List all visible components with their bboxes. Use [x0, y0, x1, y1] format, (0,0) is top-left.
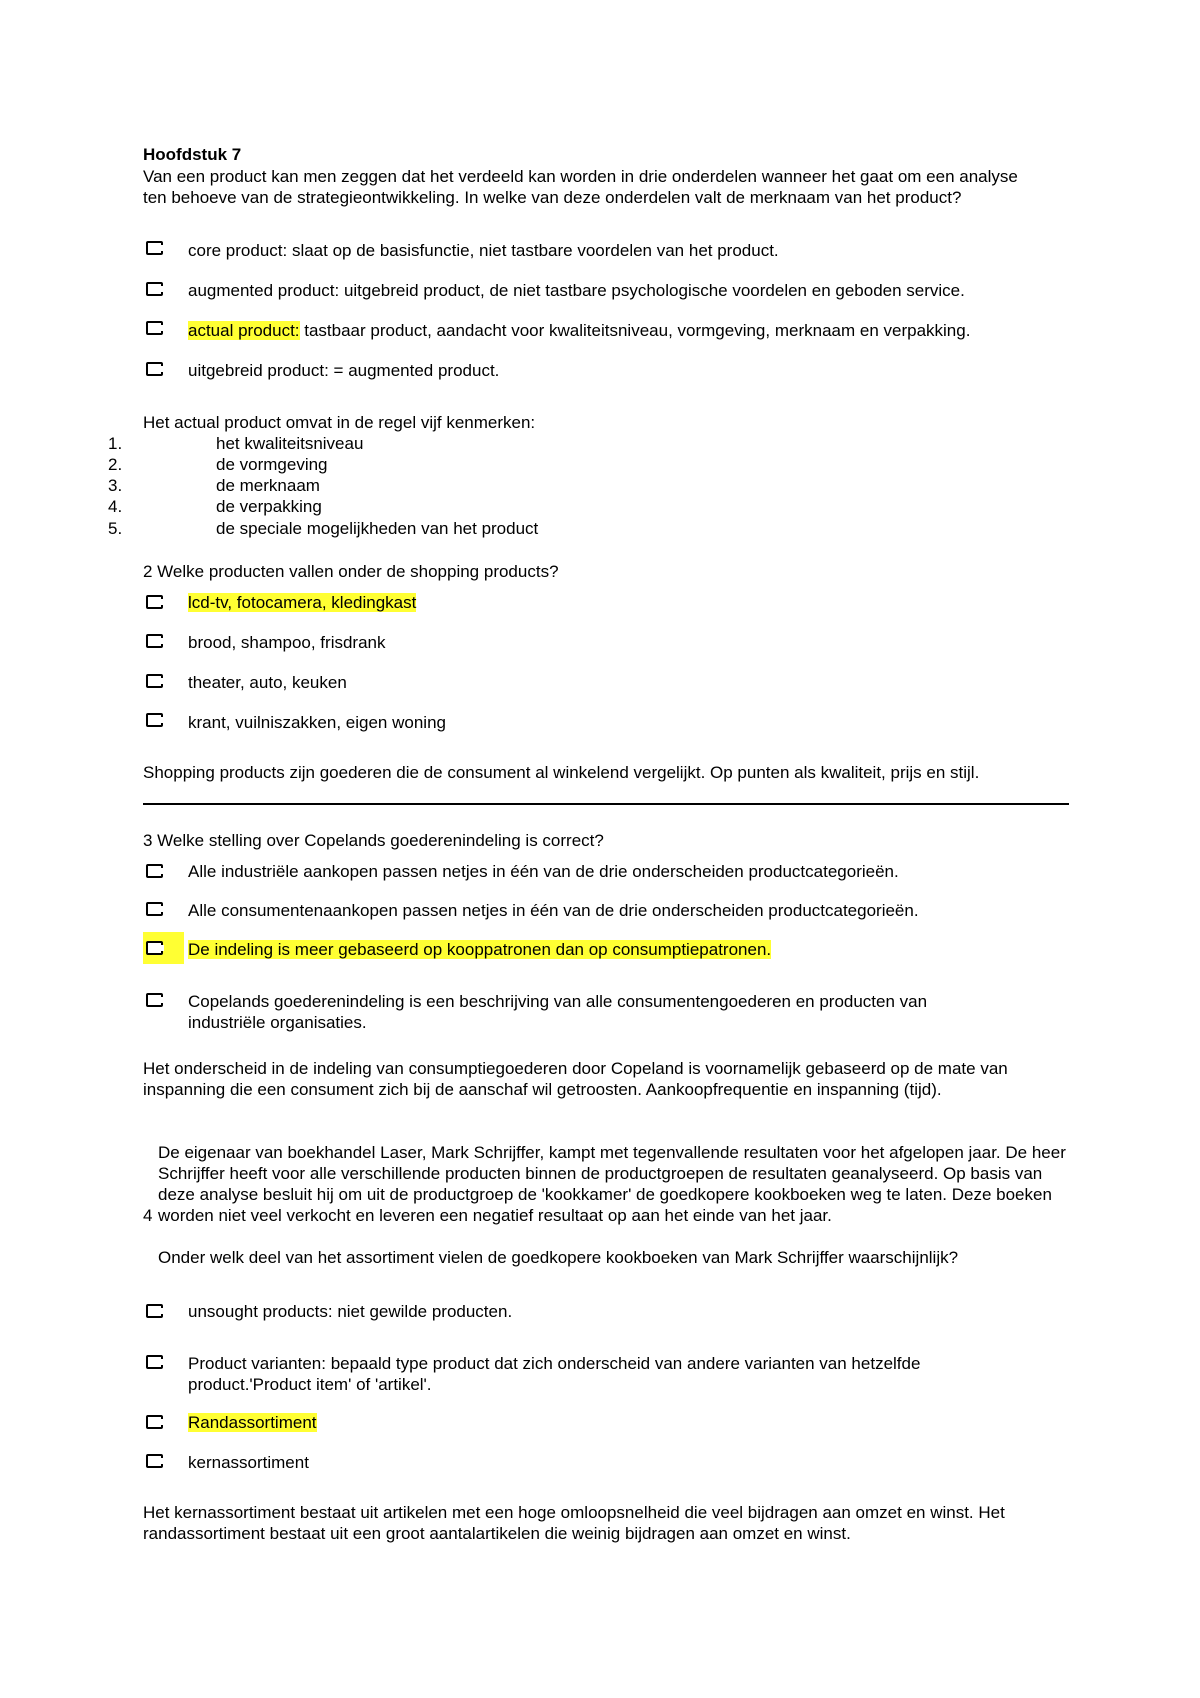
- q1-option-4: uitgebreid product: = augmented product.: [188, 361, 500, 380]
- checkbox-icon[interactable]: [146, 321, 163, 335]
- highlighted-answer: lcd-tv, fotocamera, kledingkast: [188, 593, 417, 612]
- checkbox-icon[interactable]: [146, 634, 163, 648]
- q2-option-2: brood, shampoo, frisdrank: [188, 633, 386, 652]
- q3-option-1: Alle industriële aankopen passen netjes in één van de drie onderscheiden productcategorieën.: [188, 862, 899, 881]
- q2-option-3: theater, auto, keuken: [188, 673, 347, 692]
- q1-question: Van een product kan men zeggen dat het verdeeld kan worden in drie onderdelen wanneer het gaat om een analyse ten behoeve van de strategieontwikkeling. In welke van deze onderdelen valt de merknaam van het product?: [143, 167, 1018, 207]
- checkbox-icon[interactable]: [146, 1304, 163, 1318]
- checkbox-icon[interactable]: [146, 595, 163, 609]
- q2-question: 2 Welke producten vallen onder de shopping products?: [143, 562, 559, 581]
- q4-option-3: [188, 1412, 317, 1433]
- q3-option-2: Alle consumentenaankopen passen netjes in één van de drie onderscheiden productcategorieën.: [188, 901, 919, 920]
- q3-explanation: Het onderscheid in de indeling van consumptiegoederen door Copeland is voornamelijk gebaseerd op de mate van inspanning die een consument zich bij de aanschaf wil getroosten. Aankoopfrequentie en inspanning (tijd).: [143, 1059, 1008, 1099]
- chapter-title: Hoofdstuk 7: [143, 145, 242, 164]
- checkbox-icon[interactable]: [146, 941, 163, 955]
- checkbox-icon[interactable]: [146, 902, 163, 916]
- q2-option-4: krant, vuilniszakken, eigen woning: [188, 713, 446, 732]
- section-divider: [143, 803, 1069, 805]
- checkbox-icon[interactable]: [146, 993, 163, 1007]
- q4-number: 4: [143, 1206, 153, 1225]
- q4-option-2: Product varianten: bepaald type product dat zich onderscheid van andere varianten van hetzelfde product.'Product item' of 'artikel'.: [188, 1354, 921, 1394]
- checkbox-icon[interactable]: [146, 362, 163, 376]
- highlighted-answer: Randassortiment: [188, 1413, 317, 1432]
- list-number: 1.: [108, 434, 123, 453]
- q2-option-1: [188, 592, 416, 613]
- list-item: de merknaam: [216, 476, 320, 495]
- q3-option-3: [188, 939, 771, 960]
- checkbox-icon[interactable]: [146, 864, 163, 878]
- list-item: het kwaliteitsniveau: [216, 434, 364, 453]
- list-number: 4.: [108, 497, 123, 516]
- q4-explanation: Het kernassortiment bestaat uit artikelen met een hoge omloopsnelheid die veel bijdragen aan omzet en winst. Het randassortiment bestaat uit een groot aantalartikelen die weinig bijdragen aan omzet en winst.: [143, 1503, 1005, 1543]
- list-number: 5.: [108, 519, 123, 538]
- q3-question: 3 Welke stelling over Copelands goederenindeling is correct?: [143, 831, 604, 850]
- list-item: de vormgeving: [216, 455, 328, 474]
- highlighted-answer: actual product:: [188, 321, 300, 340]
- list-item: de verpakking: [216, 497, 322, 516]
- q4-option-4: kernassortiment: [188, 1453, 309, 1472]
- q1-explanation: Het actual product omvat in de regel vijf kenmerken:: [143, 413, 536, 432]
- q1-option-3: [188, 320, 970, 341]
- q1-option-3-text: tastbaar product, aandacht voor kwaliteitsniveau, vormgeving, merknaam en verpakking.: [304, 321, 971, 340]
- checkbox-icon[interactable]: [146, 674, 163, 688]
- list-number: 3.: [108, 476, 123, 495]
- q4-question: De eigenaar van boekhandel Laser, Mark Schrijffer, kampt met tegenvallende resultaten voor het afgelopen jaar. De heer Schrijffer heeft voor alle verschillende producten binnen de productgroepen de resultaten geanalyseerd. Op basis van deze analyse besluit hij om uit de productgroep de 'kookkamer' de goedkopere kookboeken weg te laten. Deze boeken worden niet veel verkocht en leveren een negatief resultaat op aan het einde van het jaar.: [158, 1143, 1066, 1225]
- checkbox-icon[interactable]: [146, 282, 163, 296]
- q4-option-1: unsought products: niet gewilde producten.: [188, 1302, 513, 1321]
- q3-option-4: Copelands goederenindeling is een beschrijving van alle consumentengoederen en producten van industriële organisaties.: [188, 992, 928, 1032]
- highlighted-answer: De indeling is meer gebaseerd op kooppatronen dan op consumptiepatronen.: [188, 940, 772, 959]
- q2-explanation: Shopping products zijn goederen die de consument al winkelend vergelijkt. Op punten als kwaliteit, prijs en stijl.: [143, 763, 980, 782]
- q4-question-line2: Onder welk deel van het assortiment vielen de goedkopere kookboeken van Mark Schrijffer waarschijnlijk?: [158, 1248, 959, 1267]
- list-number: 2.: [108, 455, 123, 474]
- checkbox-icon[interactable]: [146, 713, 163, 727]
- checkbox-icon[interactable]: [146, 1454, 163, 1468]
- checkbox-icon[interactable]: [146, 241, 163, 255]
- checkbox-icon[interactable]: [146, 1355, 163, 1369]
- q1-option-2: augmented product: uitgebreid product, de niet tastbare psychologische voordelen en geboden service.: [188, 281, 965, 300]
- list-item: de speciale mogelijkheden van het product: [216, 519, 539, 538]
- checkbox-icon[interactable]: [146, 1415, 163, 1429]
- q1-option-1: core product: slaat op de basisfunctie, niet tastbare voordelen van het product.: [188, 241, 779, 260]
